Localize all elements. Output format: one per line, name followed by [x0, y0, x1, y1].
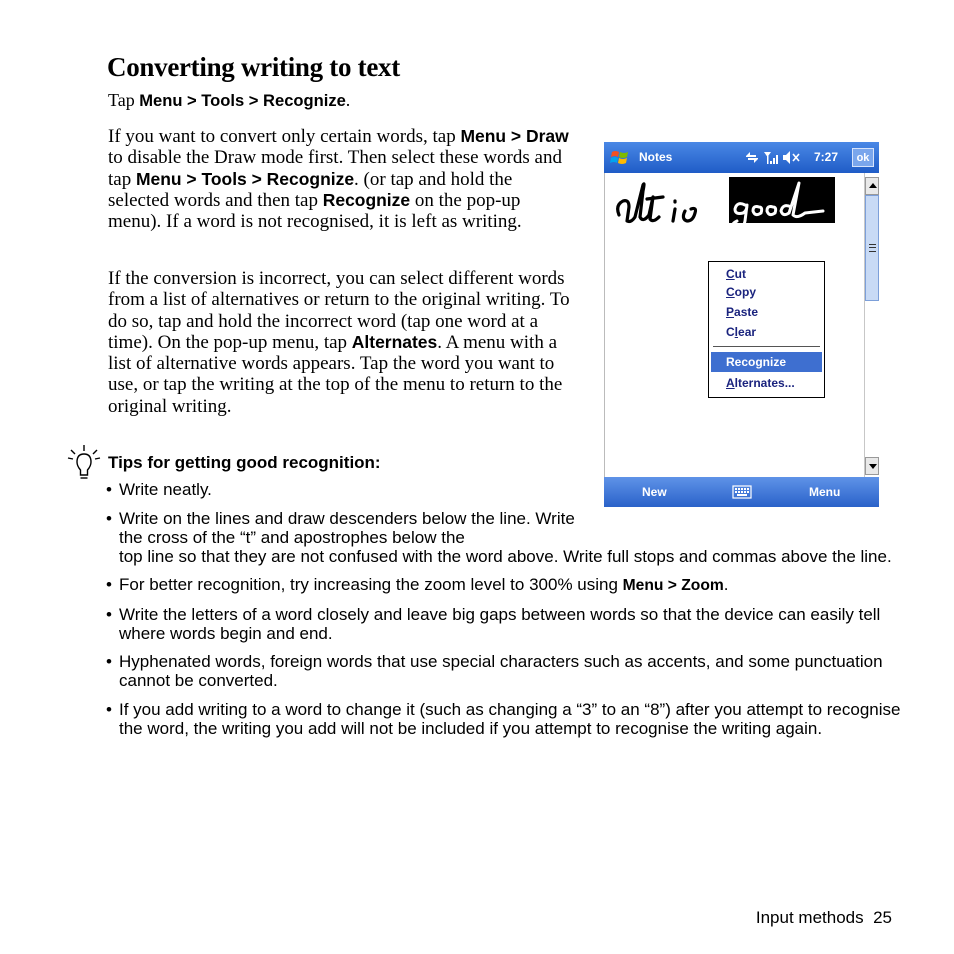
paragraph-convert-words	[108, 126, 578, 232]
connectivity-icon	[746, 152, 758, 163]
tips-heading: Tips for getting good recognition:	[108, 453, 381, 472]
text: on the pop-up menu). If a word is not recognised, it is left as writing.	[108, 189, 522, 233]
tap-prefix: Tap	[108, 90, 140, 110]
lightbulb-icon	[66, 444, 102, 484]
paragraph-alternates	[108, 268, 578, 417]
menu-item-clear[interactable]: Clear	[726, 325, 757, 339]
menu-path: Alternates	[351, 331, 438, 352]
new-softkey[interactable]: New	[642, 485, 667, 499]
list-item	[106, 700, 906, 738]
tips-list	[106, 480, 906, 747]
tip-text: Write the letters of a word closely and leave big gaps between words so that the device can easily tell where words begin and end.	[119, 604, 881, 643]
menu-separator	[713, 346, 820, 347]
menu-item-cut[interactable]: Cut	[726, 267, 746, 281]
tap-instruction	[108, 90, 350, 111]
text: . A menu with a list of alternative words appears. Tap the word you want to use, or tap the writing at the top of the menu to return to the original writing.	[108, 331, 563, 417]
text: If the conversion is incorrect, you can select different words from a list of alternatives or return to the original writing. To do so, tap and hold the incorrect word (tap one word at a time). On the pop-up menu, tap	[108, 268, 570, 353]
page-number: 25	[873, 908, 892, 927]
menu-path: Menu > Tools > Recognize	[139, 91, 346, 110]
section-name: Input methods	[755, 908, 864, 927]
tap-suffix: .	[345, 90, 351, 110]
menu-softkey[interactable]: Menu	[809, 485, 841, 499]
status-icons	[744, 149, 804, 166]
ok-button[interactable]: ok	[852, 148, 874, 167]
grip-icon	[869, 244, 876, 252]
tip-text: .	[723, 575, 729, 594]
text: . (or tap and hold the selected words and then tap	[108, 168, 513, 211]
scroll-up-arrow-icon[interactable]	[865, 177, 879, 195]
speaker-muted-icon	[783, 151, 799, 164]
menu-path: Recognize	[322, 189, 411, 210]
menu-path: Menu > Tools > Recognize	[135, 168, 355, 189]
signal-icon	[764, 152, 778, 164]
keyboard-icon[interactable]	[732, 484, 752, 500]
scroll-thumb[interactable]	[865, 195, 879, 301]
list-item	[106, 509, 906, 566]
text: If you want to convert only certain words, tap	[108, 126, 461, 147]
vertical-scrollbar[interactable]	[864, 173, 879, 477]
page-footer	[756, 908, 892, 928]
tip-text: For better recognition, try increasing the zoom level to 300% using	[119, 575, 623, 594]
menu-path: Menu > Draw	[460, 126, 569, 146]
menu-item-recognize[interactable]: Recognize	[711, 352, 822, 372]
clock[interactable]: 7:27	[814, 150, 839, 164]
text: to disable the Draw mode first. Then select these words and tap	[108, 147, 562, 190]
context-menu	[708, 261, 825, 398]
list-item	[106, 652, 906, 690]
page-title: Converting writing to text	[107, 52, 400, 82]
app-name: Notes	[639, 150, 673, 164]
title-bar	[604, 142, 879, 173]
device-screenshot	[604, 142, 879, 507]
soft-key-bar	[604, 477, 879, 507]
tip-text: Write neatly.	[119, 480, 212, 499]
list-item	[106, 605, 906, 643]
tip-text: • Write on the lines and draw descenders below the line. Write the cross of the “t” and apostrophes below the	[119, 508, 575, 547]
tip-text: Hyphenated words, foreign words that use special characters such as accents, and some punctuation cannot be converted.	[119, 652, 883, 690]
writing-canvas[interactable]	[604, 173, 864, 477]
menu-item-alternates[interactable]: Alternates...	[726, 376, 795, 390]
menu-item-copy[interactable]: Copy	[726, 285, 757, 299]
handwriting-ink[interactable]	[613, 177, 843, 237]
tip-text: If you add writing to a word to change it (such as changing a “3” to an “8”) after you attempt to recognise the word, the writing you add will not be included if you attempt to recognise the writing again.	[119, 699, 901, 738]
tip-text: top line so that they are not confused with the word above. Write full stops and commas above the line.	[119, 546, 892, 566]
menu-path: Menu > Zoom	[622, 577, 724, 594]
scroll-down-arrow-icon[interactable]	[865, 457, 879, 475]
menu-item-paste[interactable]: Paste	[726, 305, 759, 319]
start-menu-icon[interactable]	[610, 148, 630, 168]
list-item	[106, 575, 906, 595]
